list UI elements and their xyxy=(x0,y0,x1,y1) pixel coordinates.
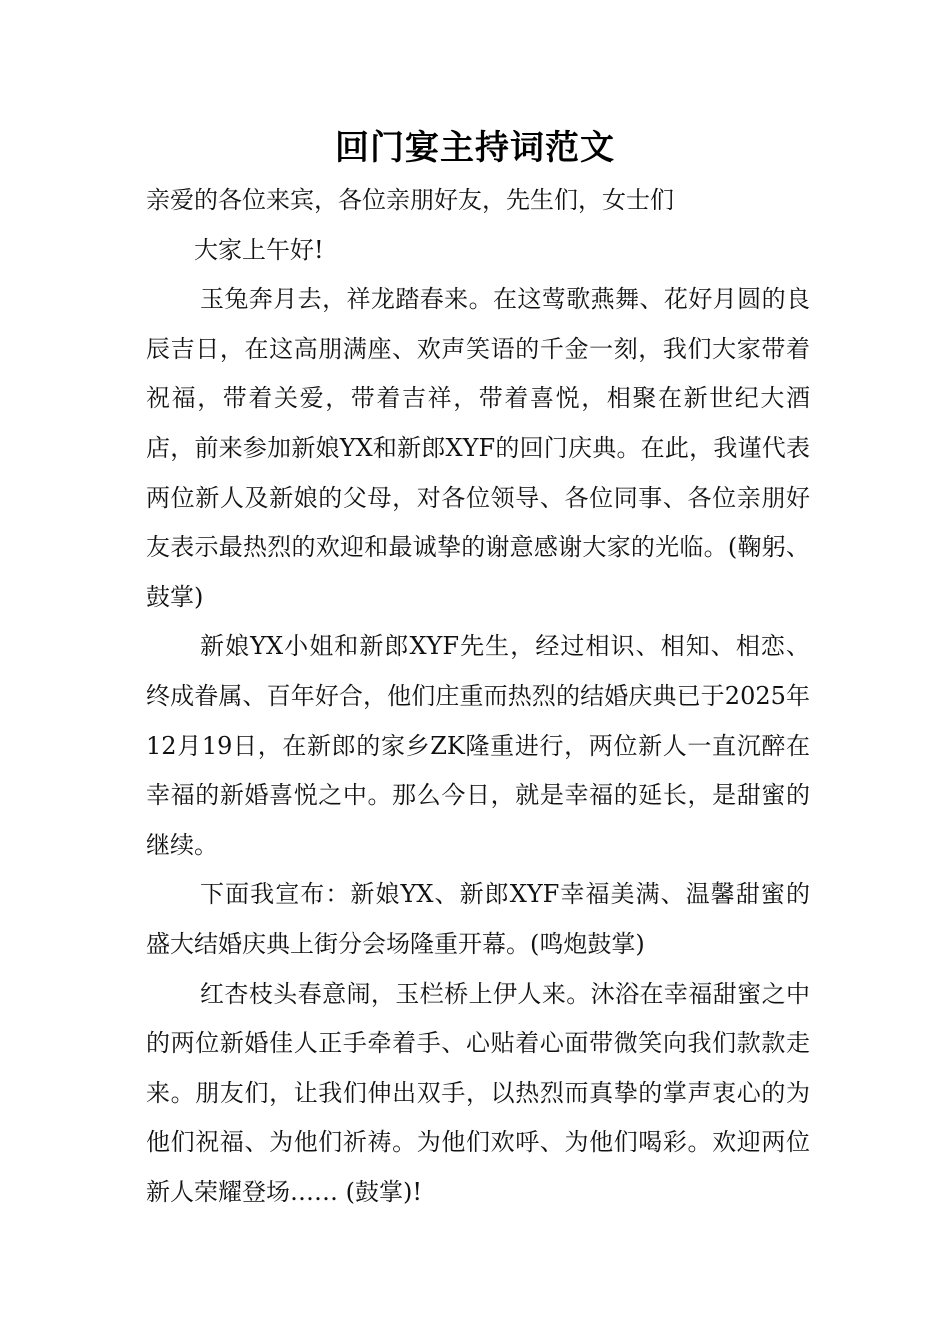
salutation: 亲爱的各位来宾，各位亲朋好友，先生们，女士们 xyxy=(146,186,674,214)
paragraph: 红杏枝头春意闹，玉栏桥上伊人来。沐浴在幸福甜蜜之中的两位新婚佳人正手牵着手、心贴着心面带微笑向我们款款走来。朋友们，让我们伸出双手，以热烈而真挚的掌声衷心的为他们祝福、为他们祈祷。为他们欢呼、为他们喝彩。欢迎两位新人荣耀登场…… (鼓掌)! xyxy=(146,979,810,1206)
paragraph: 玉兔奔月去，祥龙踏春来。在这莺歌燕舞、花好月圆的良辰吉日，在这高朋满座、欢声笑语的千金一刻，我们大家带着祝福，带着关爱，带着吉祥，带着喜悦，相聚在新世纪大酒店，前来参加新娘YX和新郎XYF的回门庆典。在此，我谨代表两位新人及新娘的父母，对各位领导、各位同事、各位亲朋好友表示最热烈的欢迎和最诚挚的谢意感谢大家的光临。(鞠躬、鼓掌) xyxy=(146,285,810,611)
paragraph: 新娘YX小姐和新郎XYF先生，经过相识、相知、相恋、终成眷属、百年好合，他们庄重而热烈的结婚庆典已于2025年12月19日，在新郎的家乡ZK隆重进行，两位新人一直沉醉在幸福的新婚喜悦之中。那么今日，就是幸福的延长，是甜蜜的继续。 xyxy=(146,632,810,859)
paragraph: 下面我宣布：新娘YX、新郎XYF幸福美满、温馨甜蜜的盛大结婚庆典上街分会场隆重开幕。(鸣炮鼓掌) xyxy=(146,880,810,958)
document-body xyxy=(146,176,810,1217)
greeting: 大家上午好! xyxy=(194,235,324,264)
document-title: 回门宴主持词范文 xyxy=(335,128,615,168)
